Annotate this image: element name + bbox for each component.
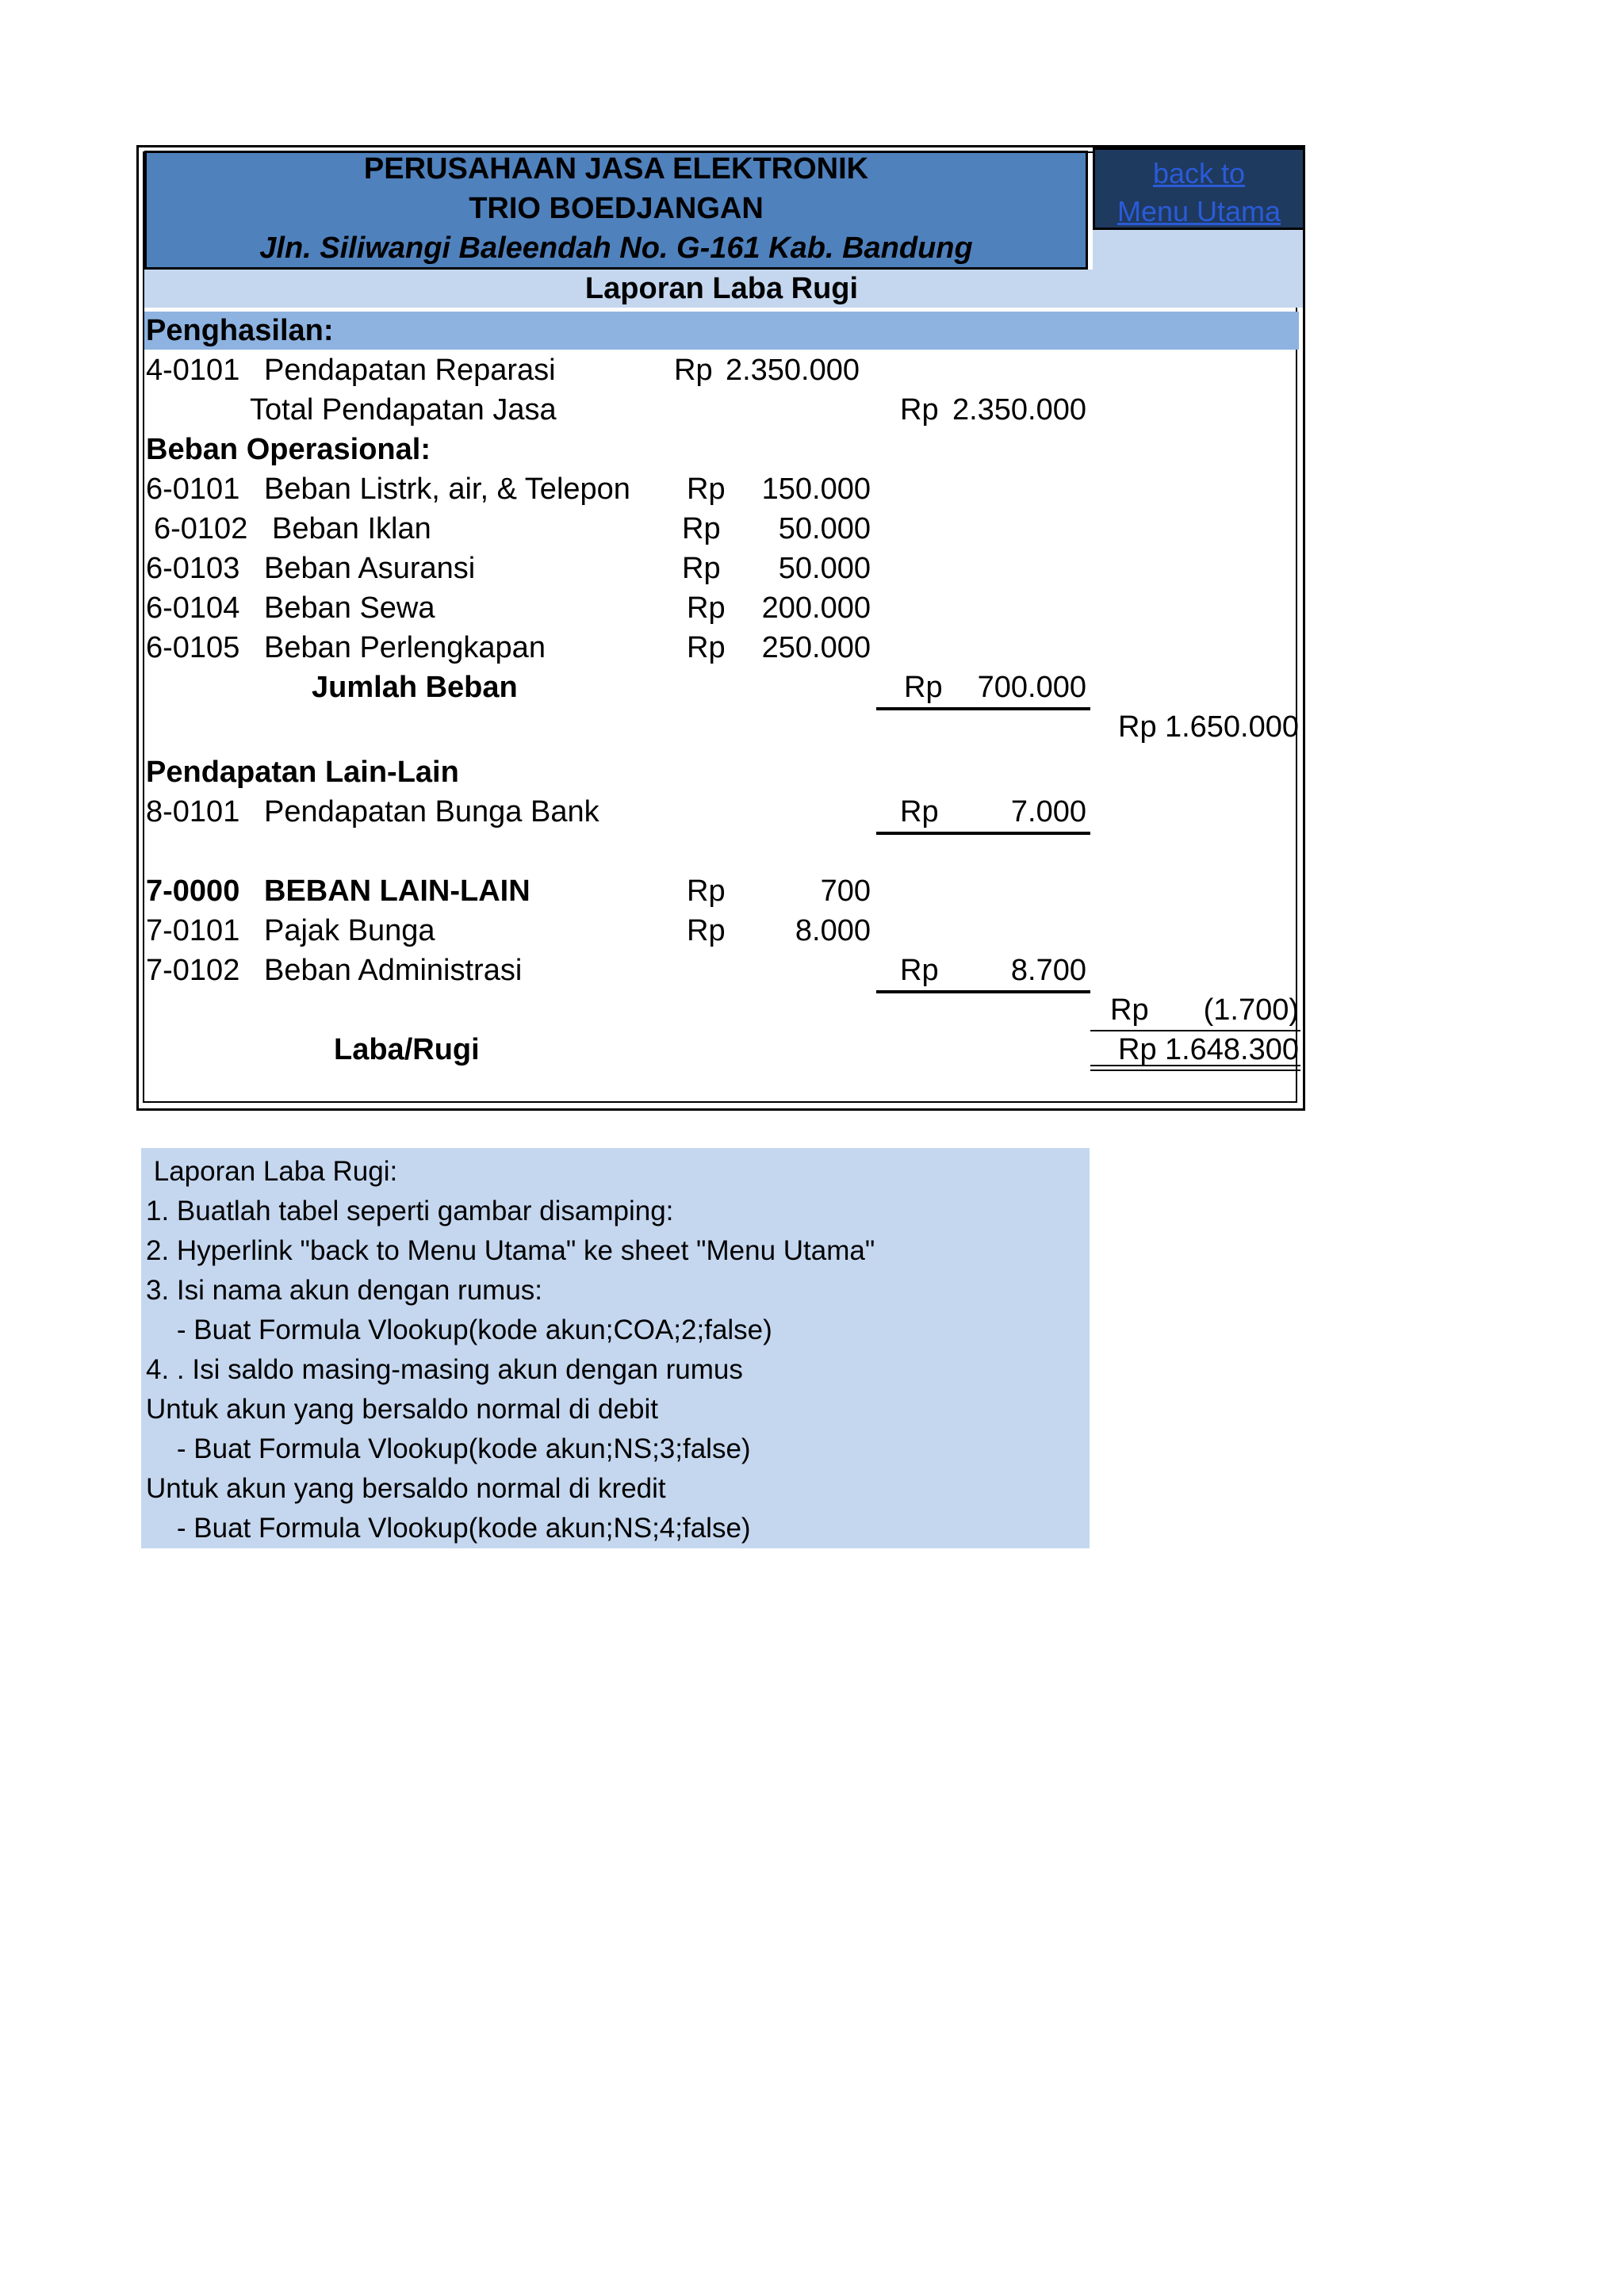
back-link-line2: Menu Utama (1116, 195, 1281, 228)
currency-label: Rp (687, 473, 726, 506)
account-name: Beban Iklan (272, 512, 431, 545)
double-underline-top (1090, 1065, 1300, 1066)
total-income-amount: 2.350.000 (952, 393, 1086, 427)
back-to-menu-link[interactable] (1095, 155, 1303, 231)
instruction-line: - Buat Formula Vlookup(kode akun;NS;4;false) (146, 1513, 751, 1544)
instruction-line: Untuk akun yang bersaldo normal di debit (146, 1394, 658, 1425)
currency-label: Rp (1118, 710, 1157, 744)
back-link-line1: back to (1152, 157, 1246, 189)
income-heading: Penghasilan: (146, 314, 334, 347)
expenses-heading: Beban Operasional: (146, 433, 431, 466)
currency-label: Rp (682, 552, 721, 585)
currency-label: Rp (687, 631, 726, 664)
other-income-heading: Pendapatan Lain-Lain (146, 756, 459, 789)
account-code: 7-0000 (146, 874, 240, 908)
total-expenses-amount: 700.000 (977, 671, 1086, 704)
profit-loss-label: Laba/Rugi (334, 1033, 480, 1066)
total-income-label: Total Pendapatan Jasa (250, 393, 557, 427)
instruction-line: 4. . Isi saldo masing-masing akun dengan rumus (146, 1354, 743, 1385)
account-name: Beban Listrk, air, & Telepon (264, 473, 630, 506)
account-amount: 250.000 (761, 631, 871, 664)
account-code: 6-0102 (154, 512, 248, 545)
currency-label: Rp (1110, 993, 1149, 1027)
account-code: 8-0101 (146, 795, 240, 828)
account-amount: 8.700 (1010, 954, 1086, 987)
currency-label: Rp (682, 512, 721, 545)
account-name: Beban Perlengkapan (264, 631, 546, 664)
company-type: PERUSAHAAN JASA ELEKTRONIK (363, 152, 869, 186)
account-amount: 50.000 (778, 512, 871, 545)
account-code: 6-0104 (146, 591, 240, 625)
account-name: Beban Administrasi (264, 954, 523, 987)
currency-label: Rp (687, 914, 726, 947)
company-address: Jln. Siliwangi Baleendah No. G-161 Kab. Bandung (259, 232, 973, 265)
other-expenses-heading: BEBAN LAIN-LAIN (264, 874, 530, 908)
instruction-line: - Buat Formula Vlookup(kode akun;NS;3;false) (146, 1433, 751, 1464)
currency-label: Rp (1118, 1033, 1157, 1066)
currency-label: Rp (904, 671, 943, 704)
subtotal-underline (876, 990, 1090, 993)
instruction-line: 1. Buatlah tabel seperti gambar disamping: (146, 1196, 674, 1226)
account-amount: 2.350.000 (725, 354, 860, 387)
account-name: Beban Sewa (264, 591, 435, 625)
account-name: Pajak Bunga (264, 914, 435, 947)
account-code: 7-0102 (146, 954, 240, 987)
operating-profit-amount: 1.650.000 (1164, 710, 1299, 744)
account-amount: 8.000 (795, 914, 871, 947)
instruction-line: 3. Isi nama akun dengan rumus: (146, 1275, 543, 1306)
subtotal-underline (876, 832, 1090, 835)
total-expenses-label: Jumlah Beban (312, 671, 518, 704)
currency-label: Rp (674, 354, 713, 387)
instruction-line: Untuk akun yang bersaldo normal di kredit (146, 1473, 666, 1504)
subtotal-underline (876, 707, 1090, 710)
currency-label: Rp (900, 393, 939, 427)
account-code: 6-0101 (146, 473, 240, 506)
currency-label: Rp (687, 874, 726, 908)
back-to-menu-cell (1093, 147, 1305, 230)
account-name: Beban Asuransi (264, 552, 476, 585)
account-code: 6-0103 (146, 552, 240, 585)
account-amount: 7.000 (1010, 795, 1086, 828)
currency-label: Rp (900, 954, 939, 987)
instruction-line: 2. Hyperlink "back to Menu Utama" ke sheet "Menu Utama" (146, 1235, 875, 1266)
account-amount: 150.000 (761, 473, 871, 506)
profit-loss-amount: 1.648.300 (1164, 1033, 1299, 1066)
instruction-line: - Buat Formula Vlookup(kode akun;COA;2;false) (146, 1314, 772, 1345)
account-code: 4-0101 (146, 354, 240, 387)
double-underline-bottom (1090, 1070, 1300, 1071)
currency-label: Rp (687, 591, 726, 625)
company-name: TRIO BOEDJANGAN (469, 192, 764, 225)
account-name: Pendapatan Reparasi (264, 354, 556, 387)
account-code: 6-0105 (146, 631, 240, 664)
account-amount: 50.000 (778, 552, 871, 585)
account-amount: 700 (820, 874, 871, 908)
report-title: Laporan Laba Rugi (144, 270, 1299, 308)
account-name: Pendapatan Bunga Bank (264, 795, 599, 828)
account-code: 7-0101 (146, 914, 240, 947)
currency-label: Rp (900, 795, 939, 828)
instruction-line: Laporan Laba Rugi: (146, 1156, 398, 1187)
other-net-amount: (1.700) (1203, 993, 1299, 1027)
account-amount: 200.000 (761, 591, 871, 625)
